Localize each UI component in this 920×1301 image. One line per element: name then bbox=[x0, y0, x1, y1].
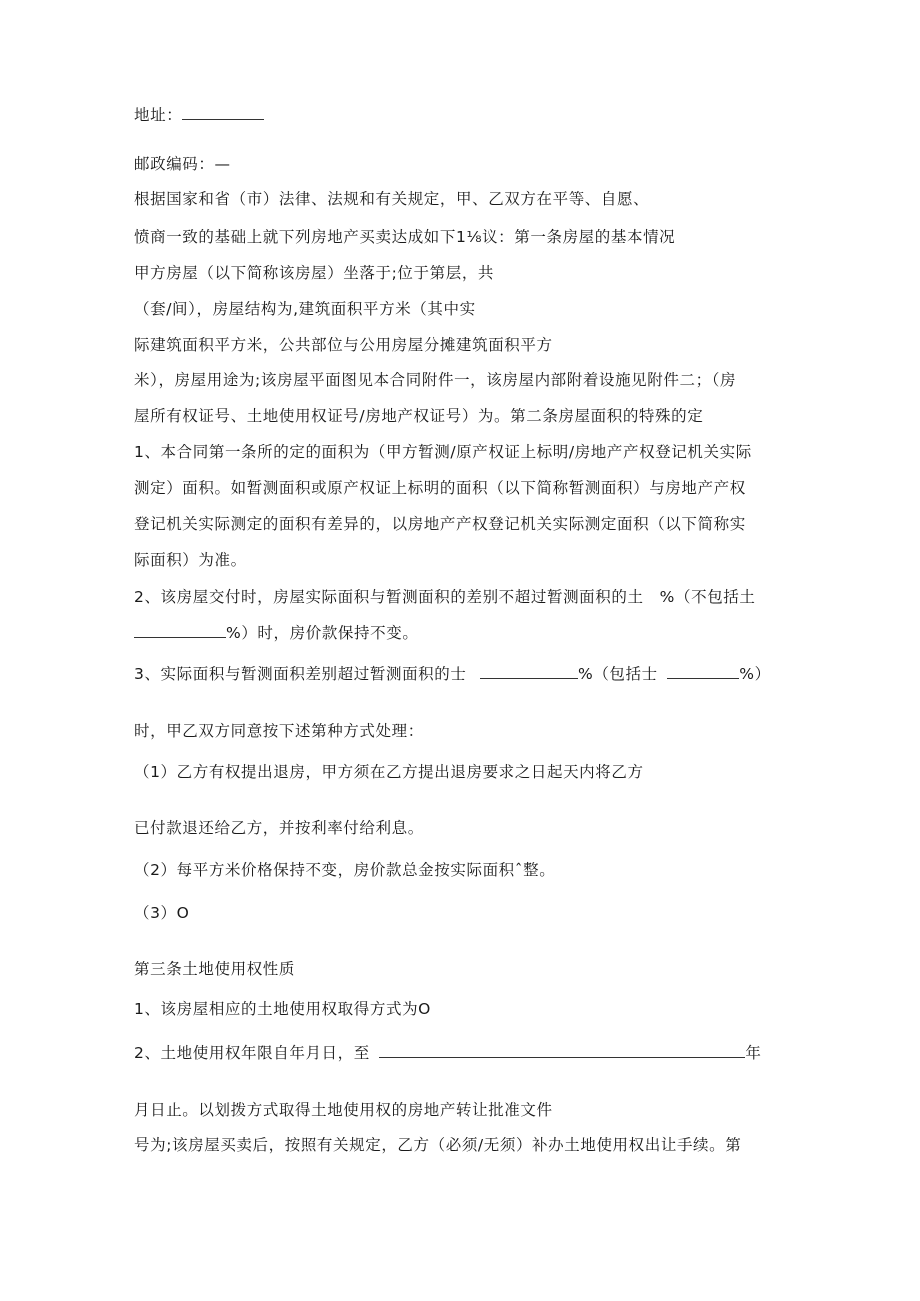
expiry-date-blank bbox=[379, 1043, 745, 1058]
land-clause-2-end: 年 bbox=[745, 1044, 762, 1062]
option-1-line-1: （1）乙方有权提出退房，甲方须在乙方提出退房要求之日起天内将乙方 bbox=[134, 763, 644, 781]
area-clause-2-line-1: 2、该房屋交付时，房屋实际面积与暂测面积的差别不超过暂测面积的土 %（不包括土 bbox=[134, 588, 756, 606]
option-1-line-2: 已付款退还给乙方，并按利率付给利息。 bbox=[134, 819, 424, 837]
postcode-line: 邮政编码：— bbox=[134, 155, 231, 173]
area-clause-1-line-2: 测定）面积。如暂测面积或原产权证上标明的面积（以下简称暂测面积）与房地产产权 bbox=[134, 479, 746, 497]
tolerance-blank bbox=[134, 623, 226, 638]
article-3-title: 第三条土地使用权性质 bbox=[134, 960, 296, 978]
include-blank bbox=[667, 664, 739, 679]
land-clause-2-line-3: 号为;该房屋买卖后，按照有关规定，乙方（必须/无须）补办土地使用权出让手续。第 bbox=[134, 1136, 742, 1154]
land-clause-2-line-2: 月日止。以划拨方式取得土地使用权的房地产转让批准文件 bbox=[134, 1101, 553, 1119]
area-clause-1-line-1: 1、本合同第一条所的定的面积为（甲方暂测/原产权证上标明/房地产产权登记机关实际 bbox=[134, 443, 752, 461]
house-line-4: 米），房屋用途为;该房屋平面图见本合同附件一，该房屋内部附着设施见附件二；（房 bbox=[134, 371, 737, 389]
land-clause-2-start: 2、土地使用权年限自年月日，至 bbox=[134, 1044, 370, 1062]
address-blank bbox=[182, 105, 264, 120]
address-label: 地址： bbox=[134, 106, 183, 124]
option-2-line: （2）每平方米价格保持不变，房价款总金按实际面积ˆ整。 bbox=[134, 861, 556, 879]
area-clause-3-line-1 bbox=[134, 664, 771, 684]
land-clause-1: 1、该房屋相应的土地使用权取得方式为O bbox=[134, 1000, 431, 1018]
area-clause-2-line-2 bbox=[134, 623, 418, 643]
area-clause-3-start: 3、实际面积与暂测面积差别超过暂测面积的士 bbox=[134, 665, 467, 683]
area-clause-3-end: %） bbox=[739, 665, 771, 683]
house-line-5: 屋所有权证号、土地使用权证号/房地产权证号）为。第二条房屋面积的特殊的定 bbox=[134, 407, 704, 425]
address-line bbox=[134, 105, 264, 125]
area-clause-2-end: %）时，房价款保持不变。 bbox=[226, 624, 419, 642]
excess-blank bbox=[480, 664, 578, 679]
intro-line-2: 愤商一致的基础上就下列房地产买卖达成如下1⅛议：第一条房屋的基本情况 bbox=[134, 228, 676, 246]
house-line-1: 甲方房屋（以下简称该房屋）坐落于;位于第层，共 bbox=[134, 264, 495, 282]
area-clause-1-line-4: 际面积）为准。 bbox=[134, 551, 247, 569]
option-3-line: （3）O bbox=[134, 904, 190, 922]
house-line-3: 际建筑面积平方米，公共部位与公用房屋分摊建筑面积平方 bbox=[134, 336, 553, 354]
land-clause-2-line-1 bbox=[134, 1043, 762, 1063]
area-clause-1-line-3: 登记机关实际测定的面积有差异的，以房地产产权登记机关实际测定面积（以下简称实 bbox=[134, 515, 746, 533]
area-clause-3-mid: %（包括士 bbox=[578, 665, 658, 683]
area-clause-3-line-2: 时，甲乙双方同意按下述第种方式处理： bbox=[134, 722, 424, 740]
intro-line-1: 根据国家和省（市）法律、法规和有关规定，甲、乙双方在平等、自愿、 bbox=[134, 190, 650, 208]
house-line-2: （套/间），房屋结构为,建筑面积平方米（其中实 bbox=[134, 300, 476, 318]
